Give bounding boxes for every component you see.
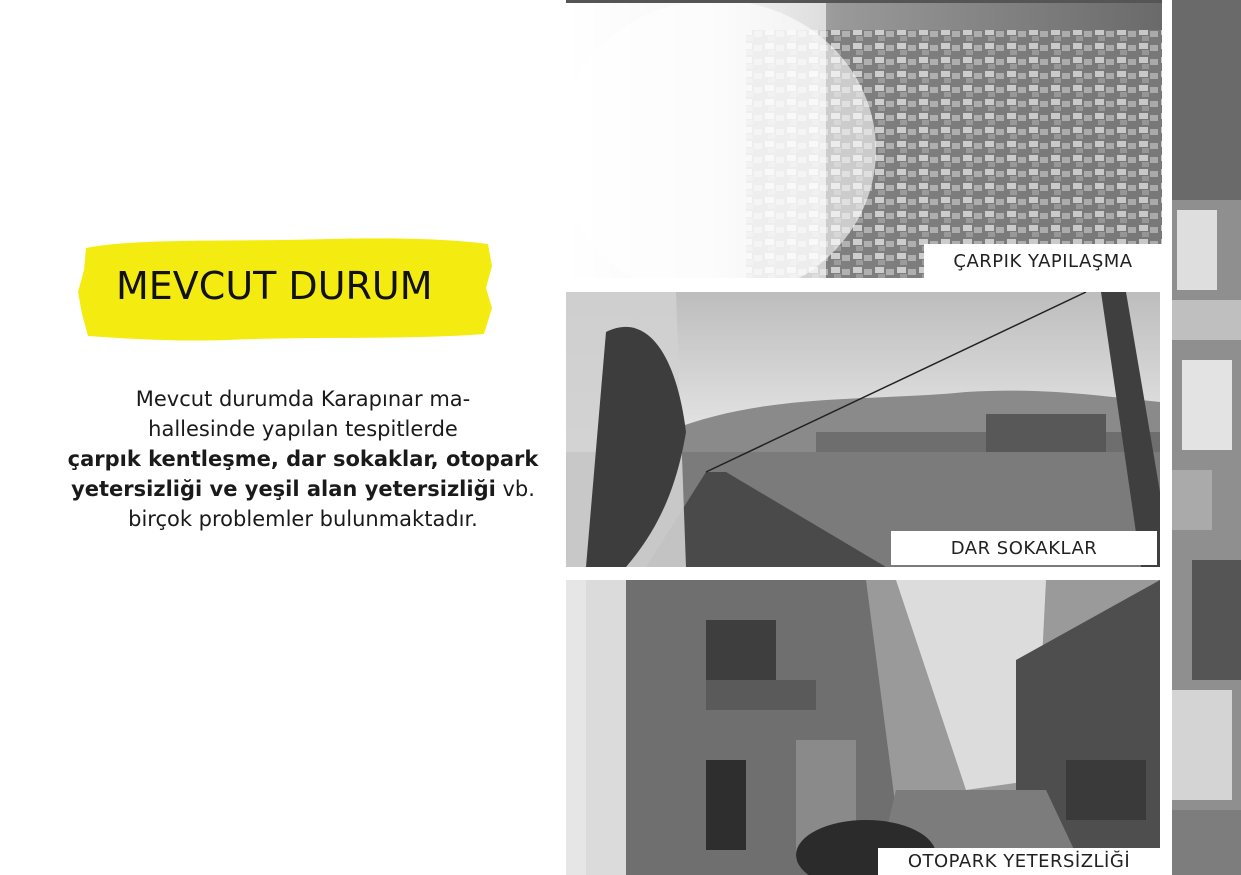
description-line: hallesinde yapılan tespitlerde <box>148 417 458 441</box>
panel-caption: OTOPARK YETERSİZLİĞİ <box>878 848 1160 875</box>
side-aerial-strip <box>1172 0 1241 875</box>
street-photo-icon <box>566 292 1160 567</box>
narrow-street-photo-icon <box>566 580 1160 875</box>
description-span: vb. <box>495 477 535 501</box>
aerial-city-photo-icon <box>566 0 1162 278</box>
description-bold-line: çarpık kentleşme, dar sokaklar, otopark <box>67 447 539 471</box>
description-paragraph <box>50 384 556 534</box>
photo-panel-aerial <box>566 0 1162 278</box>
description-line: Mevcut durumda Karapınar ma- <box>135 387 471 411</box>
side-aerial-photo-icon <box>1172 0 1241 875</box>
page-title: MEVCUT DURUM <box>116 264 433 308</box>
photo-panel-narrow-street <box>566 580 1160 875</box>
photo-panel-street <box>566 292 1160 567</box>
panel-caption: DAR SOKAKLAR <box>891 531 1157 565</box>
title-highlight <box>78 236 494 342</box>
panel-caption: ÇARPIK YAPILAŞMA <box>924 244 1162 278</box>
description-line: birçok problemler bulunmaktadır. <box>128 507 478 531</box>
description-mixed-line <box>50 474 556 504</box>
description-bold-span: yetersizliği ve yeşil alan yetersizliği <box>71 477 496 501</box>
